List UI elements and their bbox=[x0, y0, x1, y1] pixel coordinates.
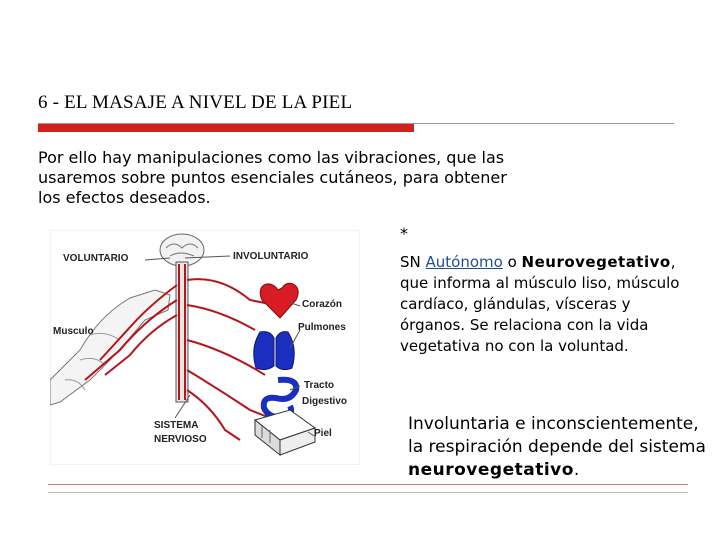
brain-shape bbox=[160, 234, 204, 266]
label-corazon: Corazón bbox=[302, 299, 342, 310]
label-nervioso: NERVIOSO bbox=[154, 434, 207, 445]
label-piel: Piel bbox=[314, 428, 332, 439]
label-digestivo: Digestivo bbox=[302, 396, 348, 407]
sn-rest: , que informa al músculo liso, músculo cardíaco, glándulas, vísceras y órganos. Se relaciona con la vida vegetativa no con la voluntad. bbox=[400, 253, 680, 355]
involuntary-suffix: . bbox=[573, 460, 580, 480]
lungs-shape bbox=[254, 332, 274, 370]
spinal-cord bbox=[176, 262, 188, 402]
neurovegetativo-term: Neurovegetativo bbox=[521, 253, 671, 271]
sn-or: o bbox=[502, 253, 522, 271]
label-tracto: Tracto bbox=[304, 380, 335, 391]
autonomic-description bbox=[400, 252, 700, 357]
intro-paragraph: Por ello hay manipulaciones como las vibraciones, que las usaremos sobre puntos esenciales cutáneos, para obtener los efectos deseados. bbox=[38, 148, 507, 207]
title-accent-bar bbox=[38, 124, 414, 132]
involuntary-prefix: Involuntaria e inconscientemente, la respiración depende del sistema bbox=[408, 414, 706, 457]
bullet-asterisk: * bbox=[400, 224, 408, 243]
involuntary-bold-term: neurovegetativo bbox=[408, 460, 574, 480]
bottom-rule-red bbox=[48, 484, 688, 485]
bottom-rule-grey bbox=[48, 492, 688, 493]
label-pulmones: Pulmones bbox=[298, 322, 346, 333]
autonomo-link[interactable]: Autónomo bbox=[425, 253, 503, 271]
label-sistema: SISTEMA bbox=[154, 420, 199, 431]
label-involuntario: INVOLUNTARIO bbox=[233, 251, 309, 262]
nervous-system-figure bbox=[50, 230, 360, 465]
involuntary-note bbox=[408, 413, 708, 482]
sn-prefix: SN bbox=[400, 253, 426, 271]
label-voluntario: VOLUNTARIO bbox=[63, 253, 129, 264]
slide-title: 6 - EL MASAJE A NIVEL DE LA PIEL bbox=[38, 92, 353, 113]
label-musculo: Musculo bbox=[53, 326, 94, 337]
